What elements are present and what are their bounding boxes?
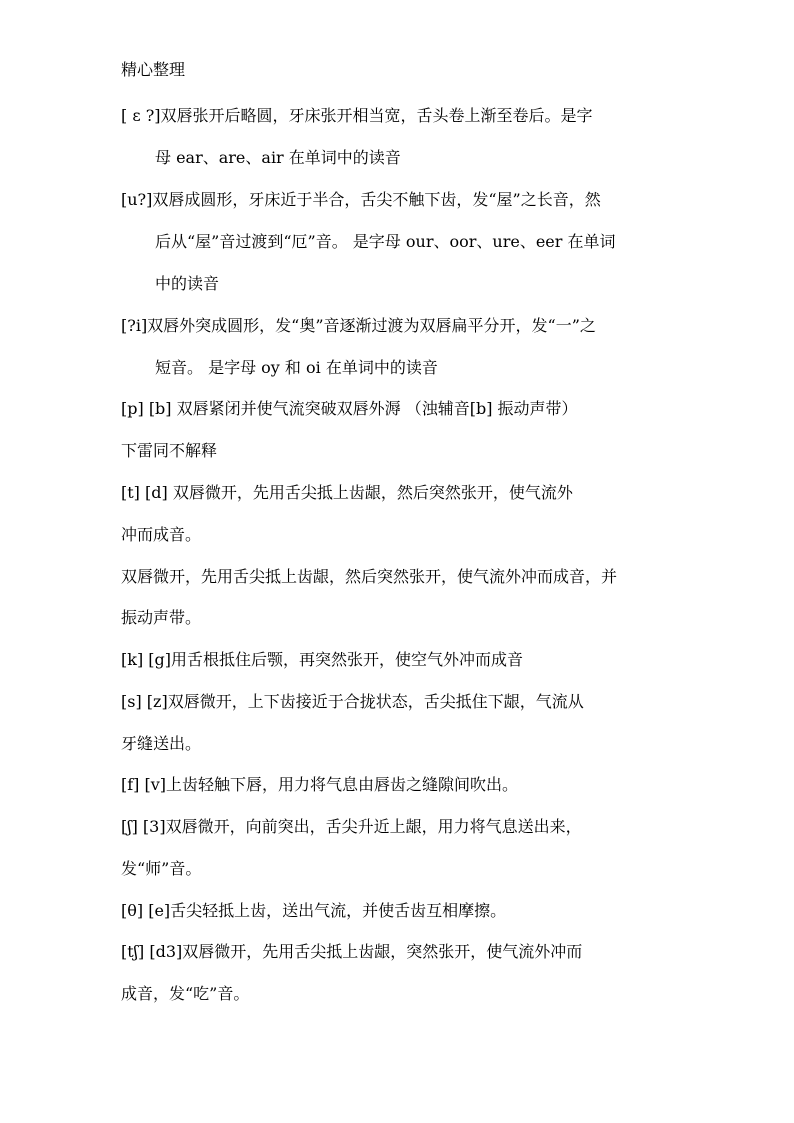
text-line: 成音，发“吃”音。 (121, 984, 250, 1003)
text-line: [f] [v]上齿轻触下唇，用力将气息由唇齿之缝隙间吹出。 (121, 775, 519, 794)
text-line: [θ] [e]舌尖轻抵上齿，送出气流，并使舌齿互相摩擦。 (121, 901, 507, 920)
text-line: [ʃ] [3]双唇微开，向前突出，舌尖升近上龈，用力将气息送出来， (121, 817, 582, 836)
page-header: 精心整理 (121, 60, 186, 79)
text-line: 发“师”音。 (121, 859, 202, 878)
text-line: [ ɛ ?]双唇张开后略圆，牙床张开相当宽，舌头卷上渐至卷后。是字 (121, 106, 593, 125)
text-line: [k] [g]用舌根抵住后颚，再突然张开，使空气外冲而成音 (121, 650, 523, 669)
text-line: [p] [b] 双唇紧闭并使气流突破双唇外溽 （浊辅音[b] 振动声带） (121, 399, 578, 418)
text-line: 牙缝送出。 (121, 734, 202, 753)
text-line: [u?]双唇成圆形，牙床近于半合，舌尖不触下齿，发“屋”之长音，然 (121, 190, 601, 209)
text-line: 下雷同不解释 (121, 441, 218, 460)
text-line: [?i]双唇外突成圆形，发“奥”音逐渐过渡为双唇扁平分开，发“一”之 (121, 316, 596, 335)
text-line: 冲而成音。 (121, 525, 202, 544)
text-line: [tʃ] [d3]双唇微开，先用舌尖抵上齿龈，突然张开，使气流外冲而 (121, 942, 583, 961)
text-line: [t] [d] 双唇微开，先用舌尖抵上齿龈，然后突然张开，使气流外 (121, 483, 573, 502)
text-line: 振动声带。 (121, 608, 202, 627)
text-line: [s] [z]双唇微开，上下齿接近于合拢状态，舌尖抵住下龈，气流从 (121, 692, 584, 711)
text-line: 中的读音 (155, 274, 220, 293)
text-line: 双唇微开，先用舌尖抵上齿龈，然后突然张开，使气流外冲而成音，并 (121, 567, 618, 586)
text-line: 后从“屋”音过渡到“厄”音。 是字母 our、oor、ure、eer 在单词 (155, 232, 616, 251)
text-line: 母 ear、are、air 在单词中的读音 (155, 148, 401, 167)
text-line: 短音。 是字母 oy 和 oi 在单词中的读音 (155, 358, 438, 377)
